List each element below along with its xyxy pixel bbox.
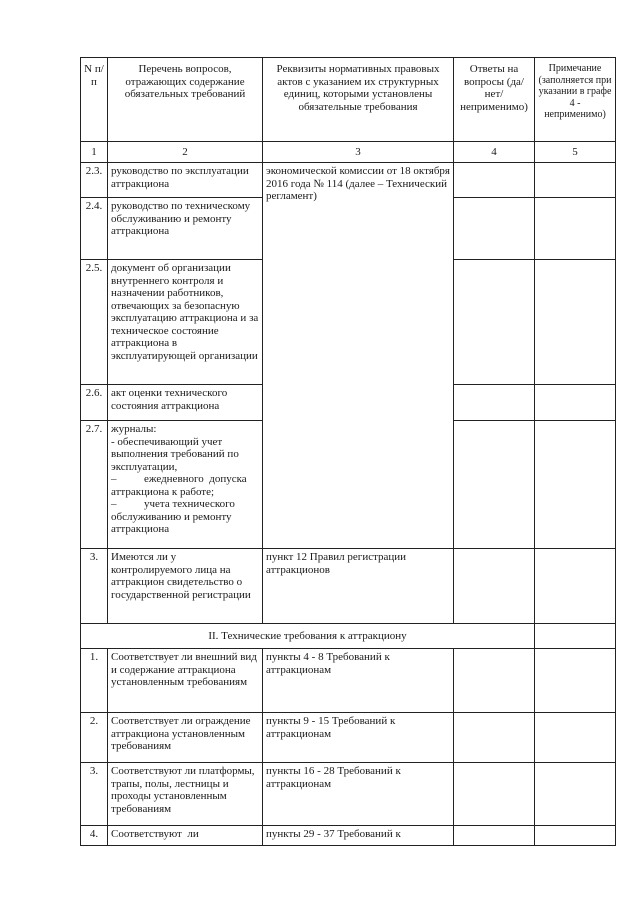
- column-number-1: 1: [81, 142, 108, 163]
- row-question: Соответствует ли ограждение аттракциона установленным требованиям: [108, 713, 263, 763]
- row-question: акт оценки технического состояния аттракциона: [108, 385, 263, 421]
- row-question: Соответствуют ли платформы, трапы, полы, лестницы и проходы установленным требованиям: [108, 763, 263, 826]
- row-question: руководство по эксплуатации аттракциона: [108, 163, 263, 198]
- table-row: [81, 763, 616, 826]
- row-act: пункты 9 - 15 Требований к аттракционам: [263, 713, 454, 763]
- row-number: 2.4.: [81, 198, 108, 260]
- answer-cell[interactable]: [454, 385, 535, 421]
- table-row: [81, 713, 616, 763]
- note-cell[interactable]: [535, 549, 616, 624]
- answer-cell[interactable]: [454, 763, 535, 826]
- row-question: Имеются ли у контролируемого лица на аттракцион свидетельство о государственной регистрации: [108, 549, 263, 624]
- header-answers: Ответы на вопросы (да/нет/ неприменимо): [454, 58, 535, 142]
- row-number: 2.6.: [81, 385, 108, 421]
- note-cell[interactable]: [535, 163, 616, 198]
- table-row: [81, 649, 616, 713]
- journal-line: – учета технического обслуживанию и ремонту аттракциона: [111, 498, 238, 535]
- column-number-2: 2: [108, 142, 263, 163]
- row-number: 2.7.: [81, 421, 108, 549]
- row-number: 2.3.: [81, 163, 108, 198]
- journal-line: - обеспечивающий учет выполнения требований по эксплуатации,: [111, 435, 239, 473]
- merged-act-cell: экономической комиссии от 18 октября 2016 года № 114 (далее – Технический регламент): [263, 163, 454, 549]
- section-title: II. Технические требования к аттракциону: [81, 624, 535, 649]
- row-question: Соответствуют ли: [108, 826, 263, 846]
- note-cell[interactable]: [535, 624, 616, 649]
- row-number: 3.: [81, 763, 108, 826]
- row-act: пункты 16 - 28 Требований к аттракционам: [263, 763, 454, 826]
- note-cell[interactable]: [535, 826, 616, 846]
- note-cell[interactable]: [535, 260, 616, 385]
- section-row: [81, 624, 616, 649]
- table-row: [81, 163, 616, 198]
- answer-cell[interactable]: [454, 163, 535, 198]
- answer-cell[interactable]: [454, 826, 535, 846]
- table-row: [81, 549, 616, 624]
- header-acts: Реквизиты нормативных правовых актов с указанием их структурных единиц, которыми установлены обязательные требования: [263, 58, 454, 142]
- column-number-4: 4: [454, 142, 535, 163]
- answer-cell[interactable]: [454, 713, 535, 763]
- row-number: 4.: [81, 826, 108, 846]
- column-number-5: 5: [535, 142, 616, 163]
- note-cell[interactable]: [535, 198, 616, 260]
- row-act: пункты 29 - 37 Требований к: [263, 826, 454, 846]
- row-act: пункт 12 Правил регистрации аттракционов: [263, 549, 454, 624]
- note-cell[interactable]: [535, 421, 616, 549]
- answer-cell[interactable]: [454, 198, 535, 260]
- row-number: 3.: [81, 549, 108, 624]
- answer-cell[interactable]: [454, 421, 535, 549]
- journal-line: – ежедневного допуска аттракциона к работе;: [111, 473, 250, 498]
- row-question: [108, 421, 263, 549]
- row-number: 2.5.: [81, 260, 108, 385]
- answer-cell[interactable]: [454, 260, 535, 385]
- journal-line: журналы:: [111, 423, 157, 435]
- column-number-3: 3: [263, 142, 454, 163]
- note-cell[interactable]: [535, 713, 616, 763]
- row-question: руководство по техническому обслуживанию и ремонту аттракциона: [108, 198, 263, 260]
- note-cell[interactable]: [535, 649, 616, 713]
- row-act: пункты 4 - 8 Требований к аттракционам: [263, 649, 454, 713]
- note-cell[interactable]: [535, 763, 616, 826]
- answer-cell[interactable]: [454, 549, 535, 624]
- row-question: Соответствует ли внешний вид и содержание аттракциона установленным требованиям: [108, 649, 263, 713]
- header-notes: Примечание (заполняется при указании в графе 4 - неприменимо): [535, 58, 616, 142]
- header-num: N п/п: [81, 58, 108, 142]
- row-number: 1.: [81, 649, 108, 713]
- table-row: [81, 826, 616, 846]
- answer-cell[interactable]: [454, 649, 535, 713]
- header-row: [81, 58, 616, 142]
- row-question: документ об организации внутреннего контроля и назначении работников, отвечающих за безопасную эксплуатацию аттракциона и за техническое состояние аттракциона в эксплуатирующей организации: [108, 260, 263, 385]
- header-questions: Перечень вопросов, отражающих содержание обязательных требований: [108, 58, 263, 142]
- row-number: 2.: [81, 713, 108, 763]
- checklist-table: [80, 57, 616, 846]
- note-cell[interactable]: [535, 385, 616, 421]
- column-numbers-row: [81, 142, 616, 163]
